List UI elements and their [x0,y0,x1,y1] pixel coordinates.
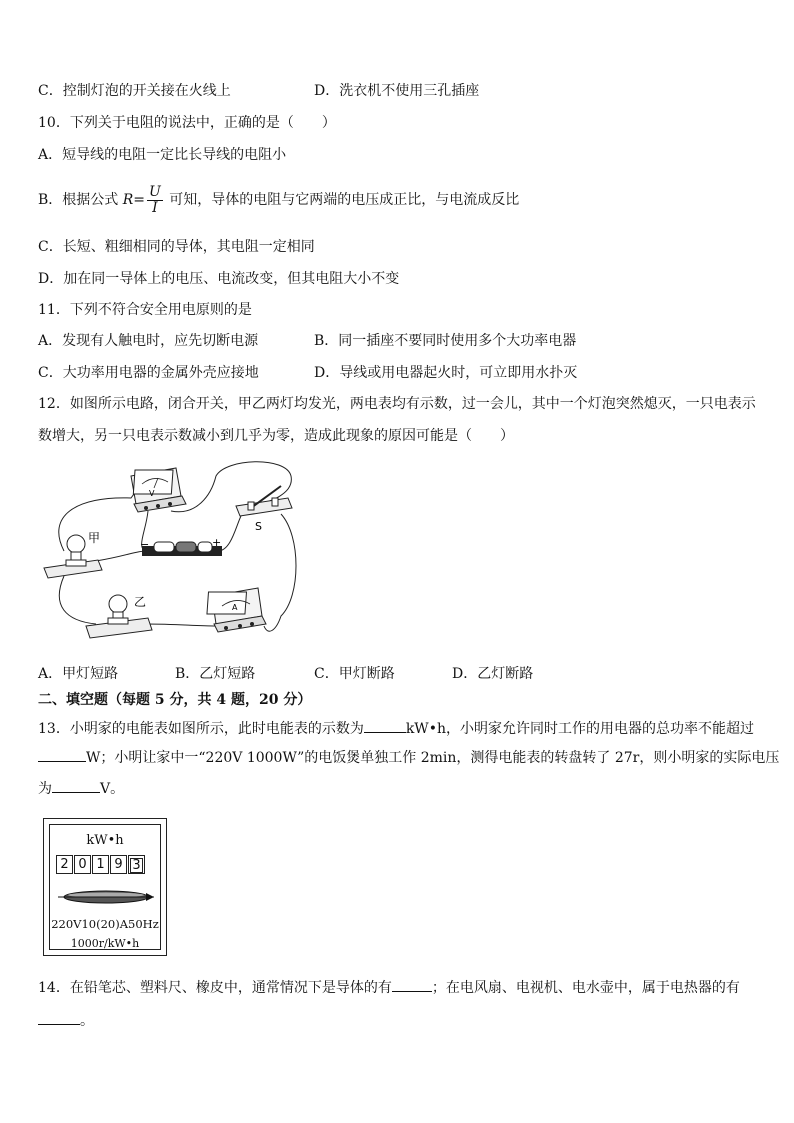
q14-line1-b: ；在电风扇、电视机、电水壶中，属于电热器的有 [431,980,740,996]
q12-option-a: A．甲灯短路 [38,666,119,682]
q11-option-c: C．大功率用电器的金属外壳应接地 [38,365,259,381]
q13-line3 [38,778,124,799]
battery-plus: + [212,536,222,549]
q12-option-c: C．甲灯断路 [314,666,395,682]
q13-line1 [38,718,754,739]
lamp-yi-label: 乙 [134,595,147,609]
ammeter [207,588,266,632]
q11-option-d: D．导线或用电器起火时，可立即用水扑灭 [314,365,578,381]
meter-digit: 9 [110,855,127,874]
circuit-diagram [36,456,306,642]
battery [140,536,222,556]
q13-line2 [38,747,779,768]
formula-eq: = [133,192,146,208]
q14-line1-a: 14．在铅笔芯、塑料尺、橡皮中，通常情况下是导体的有 [38,980,392,996]
voltmeter [131,468,186,512]
q10-option-b-prefix: B．根据公式 [38,192,123,208]
meter-digit: 0 [74,855,91,874]
lamp-yi [86,595,152,638]
q12-stem-line2: 数增大，另一只电表示数减小到几乎为零，造成此现象的原因可能是（ ） [38,428,514,444]
q10-stem: 10．下列关于电阻的说法中，正确的是（ ） [38,115,336,131]
formula-r: R [122,192,134,208]
formula-denominator: I [152,199,158,216]
q14-line1 [38,977,740,998]
q13-line3-a: 为 [38,781,52,797]
section-title: 二、填空题（每题 5 分，共 4 题，20 分） [38,692,312,708]
blank-5[interactable] [38,1010,80,1025]
ammeter-label: A [232,603,238,612]
lamp-jia-label: 甲 [88,531,101,545]
battery-minus: − [140,538,150,551]
meter-unit: kW•h [86,833,124,848]
blank-1[interactable] [364,718,406,733]
q11-option-b: B．同一插座不要同时使用多个大功率电器 [314,333,577,349]
q10-option-b [38,183,519,217]
formula-fraction [147,185,163,216]
blank-4[interactable] [392,977,432,992]
switch-label: S [255,520,262,533]
meter-digits [56,855,146,874]
meter-disc-icon [56,885,160,909]
q10-option-a: A．短导线的电阻一定比长导线的电阻小 [38,147,287,163]
meter-spec: 220V10(20)A50Hz [51,917,159,931]
q13-line1-a: 13．小明家的电能表如图所示，此时电能表的示数为 [38,721,364,737]
meter-digit: 2 [56,855,73,874]
q13-line2-b: W；小明让家中一“220V 1000W”的电饭煲单独工作 2min，测得电能表的转盘转了 27r，则小明家的实际电压 [86,750,780,766]
blank-2[interactable] [38,747,86,762]
blank-3[interactable] [52,778,100,793]
energy-meter [43,818,167,956]
meter-digit-decimal-value: 3 [130,858,143,873]
lamp-jia [44,531,102,578]
formula-numerator: U [149,183,161,200]
q12-option-b: B．乙灯短路 [175,666,256,682]
meter-digit-decimal [128,855,145,874]
q12-option-d: D．乙灯断路 [452,666,534,682]
q10-option-c: C．长短、粗细相同的导体，其电阻一定相同 [38,239,315,255]
voltmeter-label: V [149,489,155,498]
q9-option-d: D．洗衣机不使用三孔插座 [314,83,480,99]
q9-option-c: C．控制灯泡的开关接在火线上 [38,83,231,99]
q13-line1-b: kW•h，小明家允许同时工作的用电器的总功率不能超过 [405,721,754,737]
q13-line3-b: V。 [100,781,125,797]
q10-option-b-suffix: 可知，导体的电阻与它两端的电压成正比，与电流成反比 [164,192,520,208]
q11-stem: 11．下列不符合安全用电原则的是 [38,302,252,318]
q10-option-d: D．加在同一导体上的电压、电流改变，但其电阻大小不变 [38,271,400,287]
meter-digit: 1 [92,855,109,874]
q14-line2 [38,1010,94,1031]
q11-option-a: A．发现有人触电时，应先切断电源 [38,333,259,349]
q12-stem-line1: 12．如图所示电路，闭合开关，甲乙两灯均发光，两电表均有示数，过一会儿，其中一个灯泡突然熄灭，一只电表示 [38,396,756,412]
meter-rate: 1000r/kW•h [70,937,140,950]
q14-line2-b: 。 [80,1013,94,1029]
